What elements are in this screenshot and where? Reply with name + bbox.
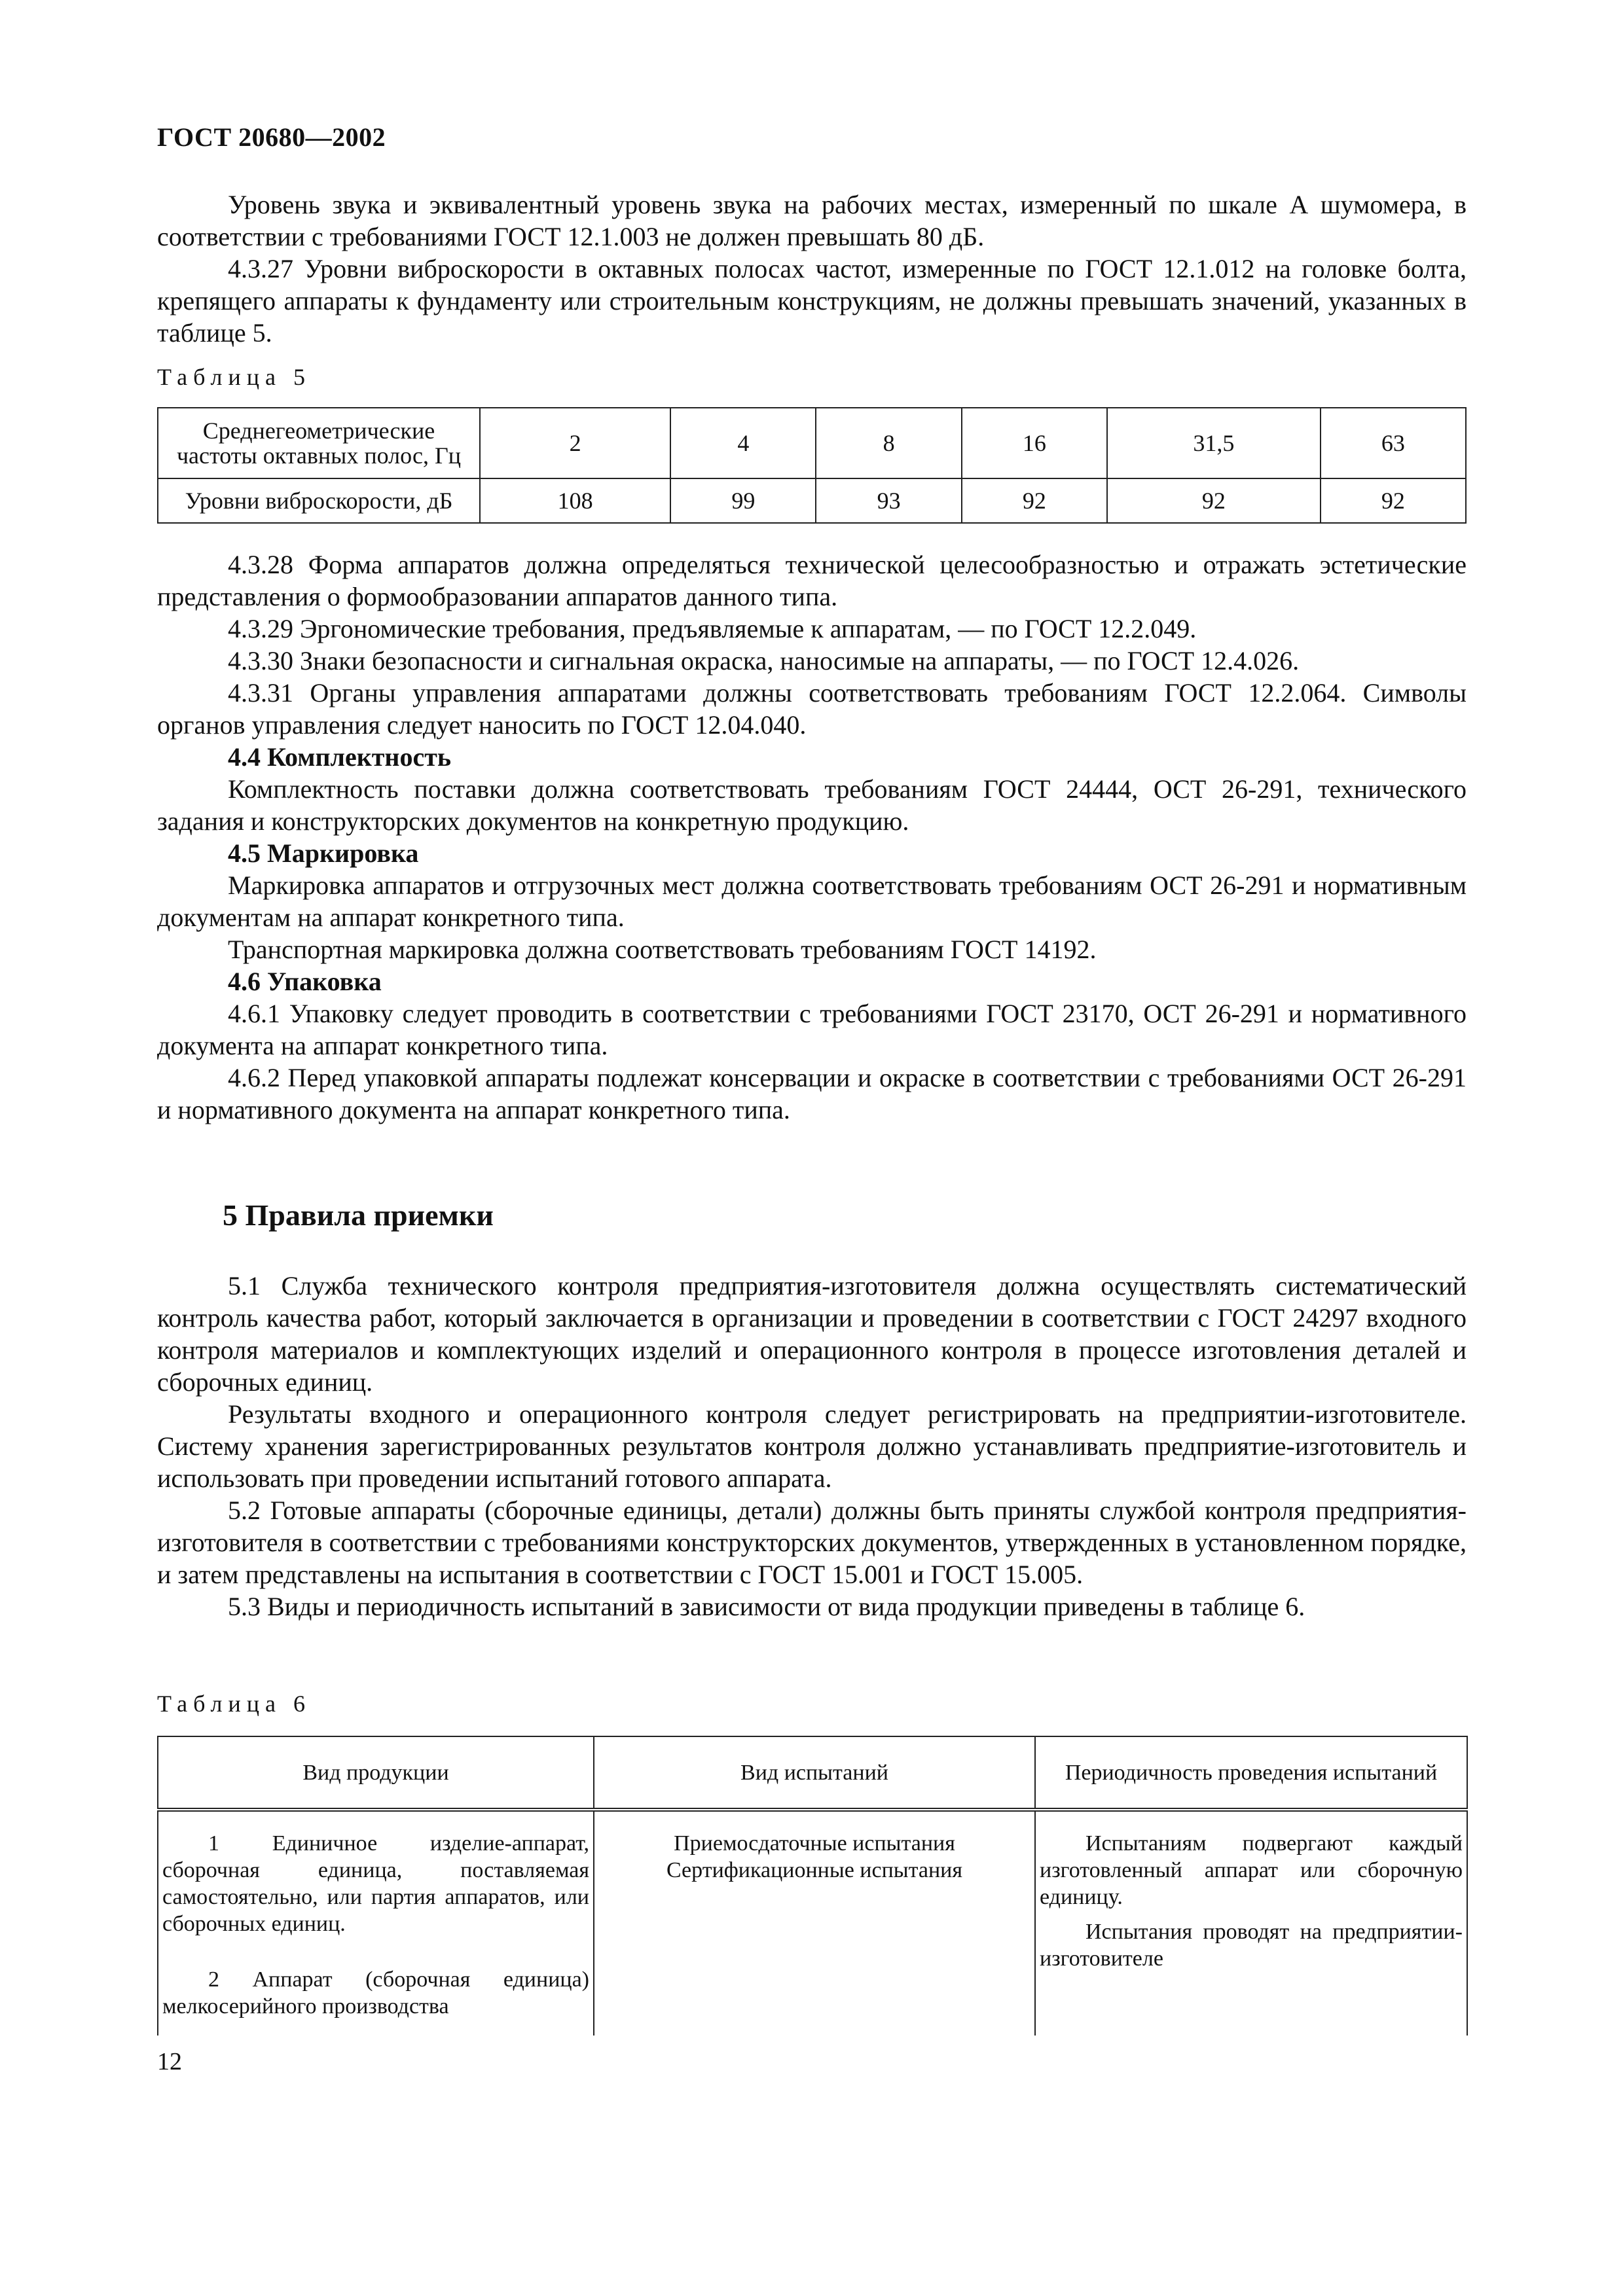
document-header: ГОСТ 20680—2002 [157,122,386,152]
table6-header-product: Вид продукции [158,1736,594,1810]
table6-cell-periodicity [1035,1810,1467,2036]
table5-cell: 4 [670,408,816,478]
table5-row-levels [158,478,1466,523]
paragraph-4-5-a: Маркировка аппаратов и отгрузочных мест должна соответствовать требованиям ОСТ 26-291 и нормативным документам на аппарат конкретного типа. [157,870,1467,932]
paragraph-4-3-30: 4.3.30 Знаки безопасности и сигнальная окраска, наносимые на аппараты, — по ГОСТ 12.4.026. [228,646,1300,675]
subheading-4-5: 4.5 Маркировка [228,838,419,868]
paragraph-4-3-31: 4.3.31 Органы управления аппаратами должны соответствовать требованиям ГОСТ 12.2.064. Символы органов управления следует наносить по ГОСТ 12.04.040. [157,678,1467,740]
table6-header-row [158,1736,1467,1810]
table6-test-type-item: Сертификационные испытания [666,1858,963,1882]
table-5 [157,407,1467,524]
paragraph-5-2: 5.2 Готовые аппараты (сборочные единицы, детали) должны быть приняты службой контроля предприятия-изготовителя в соответствии с требованиями конструкторских документов, утвержденных в установленном порядке, и затем представлены на испытания в соответствии с ГОСТ 15.001 и ГОСТ 15.005. [157,1496,1467,1589]
table5-cell: 93 [816,478,961,523]
intro-text [157,188,1467,349]
paragraph-noise-level: Уровень звука и эквивалентный уровень звука на рабочих местах, измеренный по шкале А шумомера, в соответствии с требованиями ГОСТ 12.1.003 не должен превышать 80 дБ. [157,190,1467,251]
table5-row-frequencies [158,408,1466,478]
page-number: 12 [157,2048,182,2075]
table6-test-type-item: Приемосдаточные испытания [674,1831,955,1856]
table5-cell: 31,5 [1107,408,1321,478]
paragraph-5-3: 5.3 Виды и периодичность испытаний в зависимости от вида продукции приведены в таблице 6. [228,1592,1305,1621]
table6-cell-test-type [594,1810,1035,2036]
table5-row1-label: Среднегеометрические частоты октавных полос, Гц [158,408,480,478]
section4-text [157,548,1467,1126]
table5-cell: 2 [480,408,670,478]
table6-product-item: 2 Аппарат (сборочная единица) мелкосерийного производства [162,1967,589,2018]
section5-title: 5 Правила приемки [223,1198,494,1232]
table5-cell: 8 [816,408,961,478]
table5-cell: 99 [670,478,816,523]
paragraph-4-6-2: 4.6.2 Перед упаковкой аппараты подлежат консервации и окраске в соответствии с требованиями ОСТ 26-291 и нормативного документа на аппарат конкретного типа. [157,1063,1467,1124]
paragraph-4-3-28: 4.3.28 Форма аппаратов должна определяться технической целесообразностью и отражать эстетические представления о формообразовании аппаратов данного типа. [157,550,1467,611]
table5-caption: Таблица 5 [157,364,311,390]
table5-cell: 92 [962,478,1107,523]
paragraph-5-1-b: Результаты входного и операционного контроля следует регистрировать на предприятии-изготовителе. Систему хранения зарегистрированных результатов контроля должно устанавливать предприятие-изготовитель и использовать при проведении испытаний готового аппарата. [157,1399,1467,1493]
paragraph-4-3-27: 4.3.27 Уровни виброскорости в октавных полосах частот, измеренные по ГОСТ 12.1.012 на головке болта, крепящего аппараты к фундаменту или строительным конструкциям, не должны превышать значений, указанных в таблице 5. [157,254,1467,348]
table5-cell: 63 [1321,408,1466,478]
paragraph-4-3-29: 4.3.29 Эргономические требования, предъявляемые к аппаратам, — по ГОСТ 12.2.049. [228,614,1197,643]
table6-header-periodicity: Периодичность проведения испытаний [1035,1736,1467,1810]
subheading-4-6: 4.6 Упаковка [228,967,382,996]
table6-header-test-type: Вид испытаний [594,1736,1035,1810]
table6-periodicity-item: Испытаниям подвергают каждый изготовленный аппарат или сборочную единицу. [1040,1831,1463,1909]
paragraph-4-4: Комплектность поставки должна соответствовать требованиям ГОСТ 24444, ОСТ 26-291, технического задания и конструкторских документов на конкретную продукцию. [157,774,1467,836]
table5-cell: 16 [962,408,1107,478]
subheading-4-4: 4.4 Комплектность [228,742,452,772]
paragraph-4-6-1: 4.6.1 Упаковку следует проводить в соответствии с требованиями ГОСТ 23170, ОСТ 26-291 и нормативного документа на аппарат конкретного типа. [157,999,1467,1060]
table6-body-row [158,1810,1467,2036]
section5-text [157,1270,1467,1623]
table6-cell-product [158,1810,594,2036]
table-6 [157,1736,1468,2036]
table6-product-item: 1 Единичное изделие-аппарат, сборочная единица, поставляемая самостоятельно, или партия аппаратов, или сборочных единиц. [162,1831,589,1936]
table5-cell: 92 [1321,478,1466,523]
table5-row2-label: Уровни виброскорости, дБ [158,478,480,523]
paragraph-4-5-b: Транспортная маркировка должна соответствовать требованиям ГОСТ 14192. [228,935,1097,964]
table5-cell: 92 [1107,478,1321,523]
table6-periodicity-item: Испытания проводят на предприятии-изготовителе [1040,1920,1463,1971]
table6-caption: Таблица 6 [157,1691,311,1717]
paragraph-5-1: 5.1 Служба технического контроля предприятия-изготовителя должна осуществлять систематический контроль качества работ, который заключается в организации и проведении в соответствии с ГОСТ 24297 входного контроля материалов и комплектующих изделий и операционного контроля в процессе изготовления деталей и сборочных единиц. [157,1271,1467,1397]
table5-cell: 108 [480,478,670,523]
